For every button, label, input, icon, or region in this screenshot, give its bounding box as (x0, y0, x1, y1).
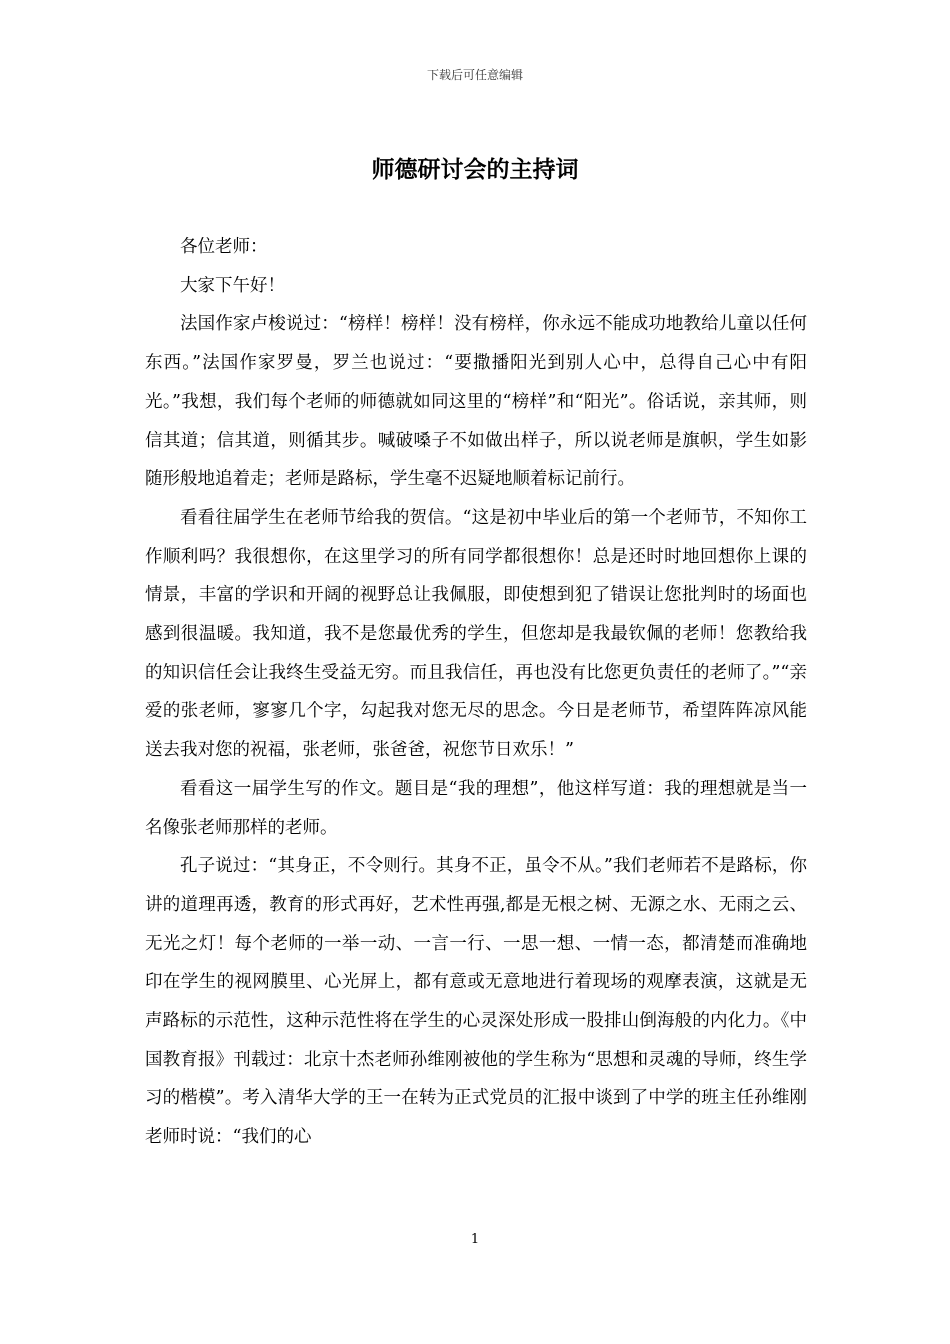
paragraph-salutation: 大家下午好！ (180, 275, 285, 296)
header-note: 下载后可任意编辑 (426, 68, 523, 82)
paragraph-confucius: 孔子说过：“其身正，不令则行。其身不正，虽令不从。”我们老师若不是路标，你讲的道理再透，教育的形式再好，艺术性再强,都是无根之树、无源之水、无雨之云、无光之灯！每个老师的一举一动、一言一行、一思一想、一情一态，都清楚而准确地印在学生的视网膜里、心光屏上，都有意或无意地进行着现场的观摩表演，这就是无声路标的示范性，这种示范性将在学生的心灵深处形成一股排山倒海般的内化力。《中国教育报》刊载过：北京十杰老师孙维刚被他的学生称为“思想和灵魂的导师，终生学习的楷模”。考入清华大学的王一在转为正式党员的汇报中谈到了中学的班主任孙维刚老师时说：“我们的心 (145, 856, 807, 1148)
document-body (145, 228, 807, 1157)
paragraph-role-model: 法国作家卢梭说过：“榜样！榜样！没有榜样，你永远不能成功地教给儿童以任何东西。”法国作家罗曼，罗兰也说过：“要撒播阳光到别人心中，总得自己心中有阳光。”我想，我们每个老师的师德就如同这里的“榜样”和“阳光”。俗话说，亲其师，则信其道；信其道，则循其步。喊破嗓子不如做出样子，所以说老师是旗帜，学生如影随形般地追着走；老师是路标，学生毫不迟疑地顺着标记前行。 (145, 314, 807, 490)
paragraph-student-letter: 看看往届学生在老师节给我的贺信。“这是初中毕业后的第一个老师节，不知你工作顺利吗？我很想你，在这里学习的所有同学都很想你！总是还时时地回想你上课的情景，丰富的学识和开阔的视野总让我佩服，即使想到犯了错误让您批判时的场面也感到很温暖。我知道，我不是您最优秀的学生，但您却是我最钦佩的老师！您教给我的知识信任会让我终生受益无穷。而且我信任，再也没有比您更负责任的老师了。”“亲爱的张老师，寥寥几个字，勾起我对您无尽的思念。今日是老师节，希望阵阵凉风能送去我对您的祝福，张老师，张爸爸，祝您节日欢乐！” (145, 507, 807, 761)
document-title: 师德研讨会的主持词 (371, 156, 579, 183)
page-number: 1 (470, 1232, 480, 1247)
paragraph-student-essay: 看看这一届学生写的作文。题目是“我的理想”，他这样写道：我的理想就是当一名像张老师那样的老师。 (145, 778, 807, 838)
paragraph-greeting: 各位老师： (180, 237, 268, 257)
